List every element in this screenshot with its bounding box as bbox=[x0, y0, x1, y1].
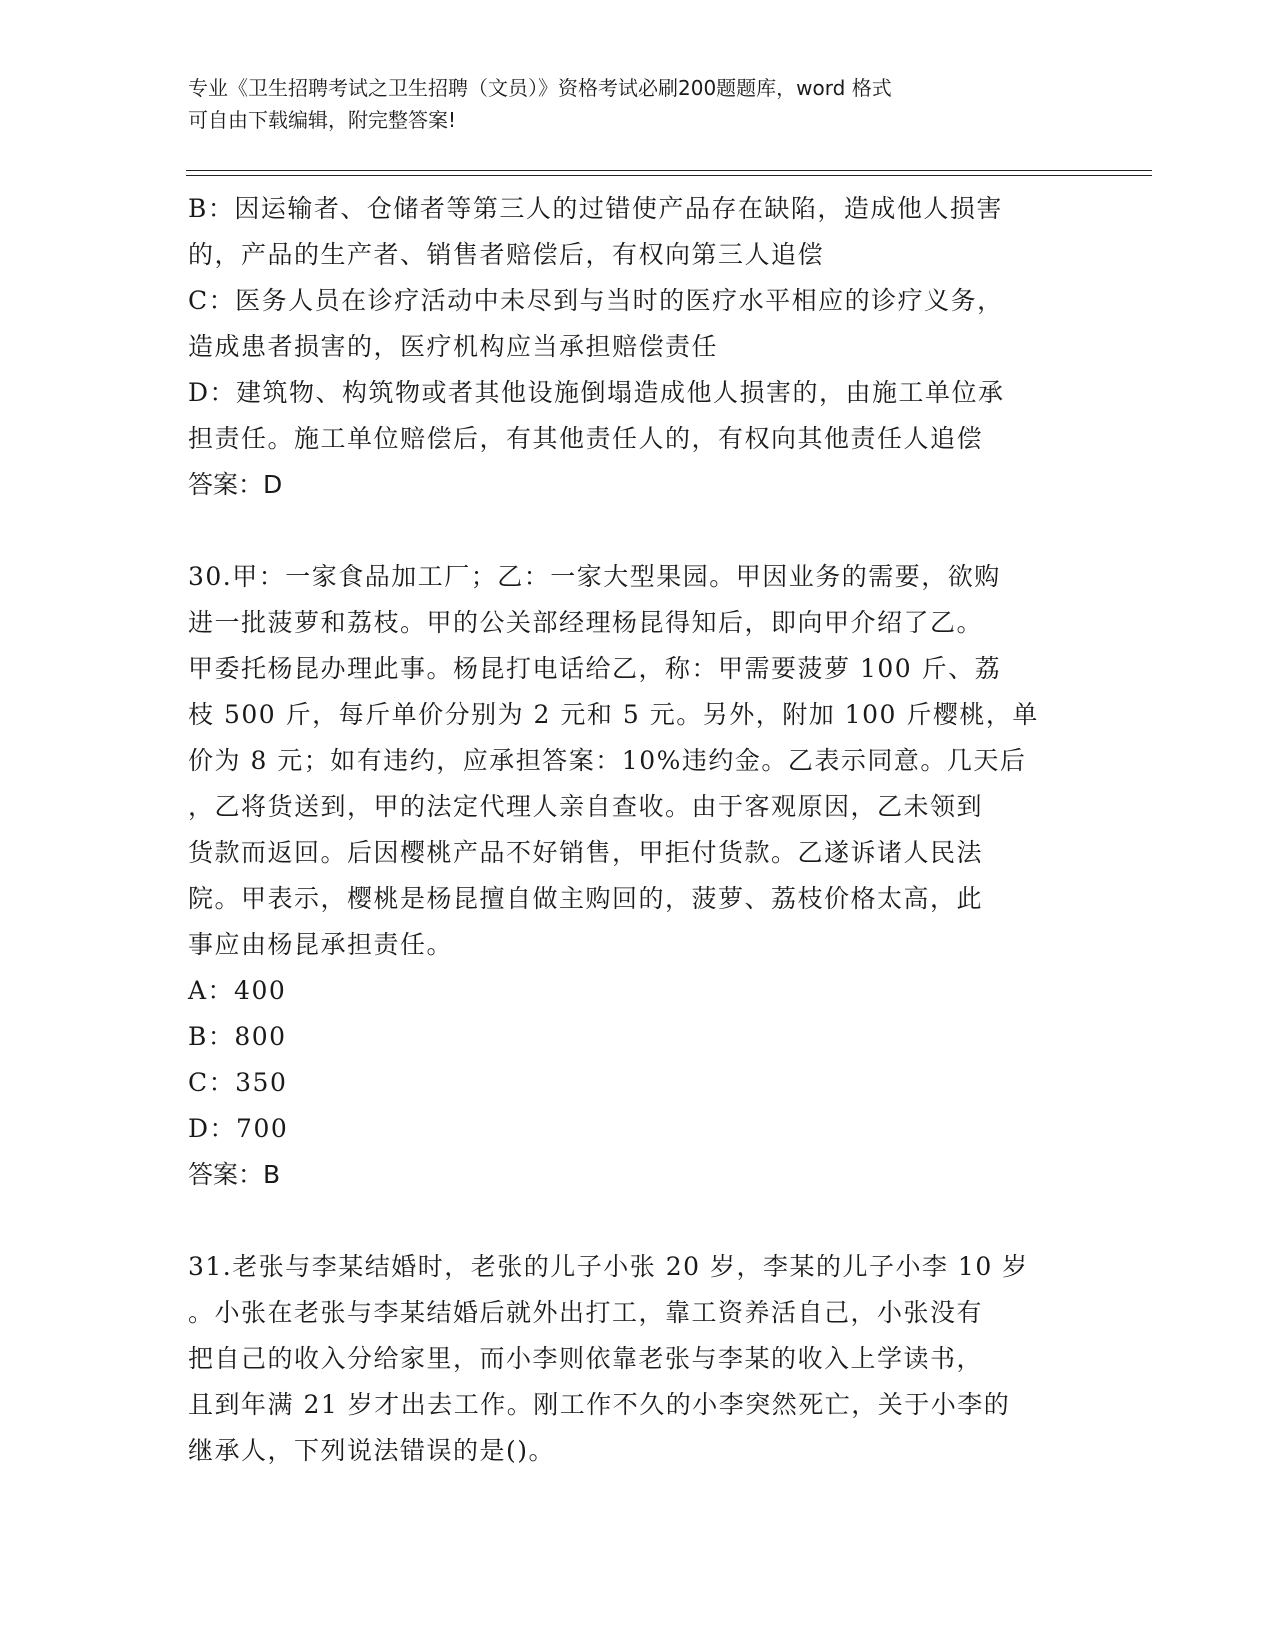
option-b: B：800 bbox=[188, 1022, 287, 1051]
question-text-line: 价为 8 元；如有违约，应承担答案：10%违约金。乙表示同意。几天后 bbox=[188, 746, 1027, 775]
header-rule-bottom bbox=[186, 175, 1152, 176]
question-30 bbox=[188, 554, 1068, 1198]
question-text-line: 甲委托杨昆办理此事。杨昆打电话给乙，称：甲需要菠萝 100 斤、荔 bbox=[188, 654, 1002, 683]
question-text-line: 进一批菠萝和荔枝。甲的公关部经理杨昆得知后，即向甲介绍了乙。 bbox=[188, 608, 984, 637]
question-29-options bbox=[188, 186, 1068, 508]
header-line-2: 可自由下载编辑，附完整答案! bbox=[188, 108, 457, 132]
answer-q29: 答案：D bbox=[188, 470, 283, 499]
question-text-line: 。小张在老张与李某结婚后就外出打工，靠工资养活自己，小张没有 bbox=[188, 1298, 984, 1327]
text-line: 担责任。施工单位赔偿后，有其他责任人的，有权向其他责任人追偿 bbox=[188, 424, 984, 453]
document-header bbox=[188, 72, 1068, 136]
question-text-line: 院。甲表示，樱桃是杨昆擅自做主购回的，菠萝、荔枝价格太高，此 bbox=[188, 884, 984, 913]
option-d: D：700 bbox=[188, 1114, 289, 1143]
question-31 bbox=[188, 1244, 1068, 1474]
header-line-1: 专业《卫生招聘考试之卫生招聘（文员）》资格考试必刷200题题库，word 格式 bbox=[188, 76, 892, 100]
question-text-line: 把自己的收入分给家里，而小李则依靠老张与李某的收入上学读书， bbox=[188, 1344, 984, 1373]
header-rule-top bbox=[186, 170, 1152, 171]
text-line: B：因运输者、仓储者等第三人的过错使产品存在缺陷，造成他人损害 bbox=[188, 194, 1003, 223]
question-text-line: 事应由杨昆承担责任。 bbox=[188, 930, 454, 959]
text-line: 造成患者损害的，医疗机构应当承担赔偿责任 bbox=[188, 332, 719, 361]
text-line: 的，产品的生产者、销售者赔偿后，有权向第三人追偿 bbox=[188, 240, 825, 269]
option-a: A：400 bbox=[188, 976, 287, 1005]
question-text-line: 继承人，下列说法错误的是()。 bbox=[188, 1436, 556, 1465]
answer-q30: 答案：B bbox=[188, 1160, 281, 1189]
question-text-line: ，乙将货送到，甲的法定代理人亲自查收。由于客观原因，乙未领到 bbox=[188, 792, 984, 821]
question-text-line: 31.老张与李某结婚时，老张的儿子小张 20 岁，李某的儿子小李 10 岁 bbox=[188, 1252, 1029, 1281]
question-text-line: 且到年满 21 岁才出去工作。刚工作不久的小李突然死亡，关于小李的 bbox=[188, 1390, 1011, 1419]
question-text-line: 30.甲：一家食品加工厂；乙：一家大型果园。甲因业务的需要，欲购 bbox=[188, 562, 1001, 591]
option-c: C：350 bbox=[188, 1068, 288, 1097]
question-text-line: 枝 500 斤，每斤单价分别为 2 元和 5 元。另外，附加 100 斤樱桃，单 bbox=[188, 700, 1039, 729]
text-line: C：医务人员在诊疗活动中未尽到与当时的医疗水平相应的诊疗义务， bbox=[188, 286, 1004, 315]
text-line: D：建筑物、构筑物或者其他设施倒塌造成他人损害的，由施工单位承 bbox=[188, 378, 1005, 407]
question-text-line: 货款而返回。后因樱桃产品不好销售，甲拒付货款。乙遂诉诸人民法 bbox=[188, 838, 984, 867]
document-body bbox=[188, 186, 1068, 1474]
